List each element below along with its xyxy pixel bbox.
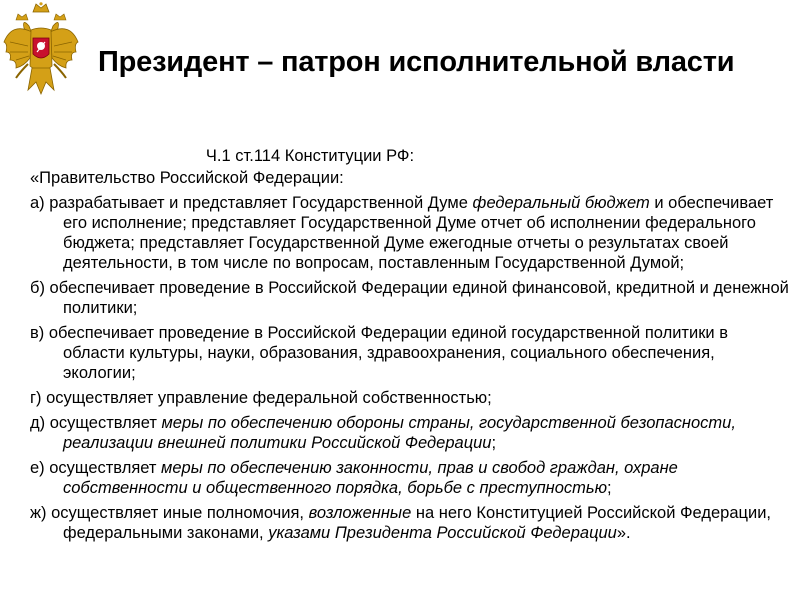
source-reference: Ч.1 ст.114 Конституции РФ:: [205, 147, 415, 165]
list-item-a: а) разрабатывает и представляет Государственной Думе федеральный бюджет и обеспечивает его исполнение; представляет Государственной Думе отчет об исполнении федерального бюджета; представляет Государственной Думе ежегодные отчеты о результатах своей деятельности, в том числе по вопросам, поставленным Государственной Думой;: [30, 194, 774, 272]
intro-line: «Правительство Российской Федерации:: [30, 169, 344, 187]
list-item-zh: ж) осуществляет иные полномочия, возложенные на него Конституцией Российской Федерации, федеральными законами, указами Президента Российской Федерации».: [30, 504, 771, 542]
list-item-v: в) обеспечивает проведение в Российской Федерации единой государственной политики в области культуры, науки, образования, здравоохранения, социального обеспечения, экологии;: [30, 324, 728, 382]
list-item-e: е) осуществляет меры по обеспечению законности, прав и свобод граждан, охране собственности и общественного порядка, борьбе с преступностью;: [30, 459, 678, 497]
constitution-excerpt: [30, 146, 790, 548]
list-item-g: г) осуществляет управление федеральной собственностью;: [30, 389, 492, 407]
page-title: Президент – патрон исполнительной власти: [98, 46, 735, 78]
list-item-d: д) осуществляет меры по обеспечению обороны страны, государственной безопасности, реализации внешней политики Российской Федерации;: [30, 414, 736, 452]
list-item-b: б) обеспечивает проведение в Российской Федерации единой финансовой, кредитной и денежной политики;: [30, 279, 789, 317]
russian-coat-of-arms-icon: [2, 2, 80, 96]
